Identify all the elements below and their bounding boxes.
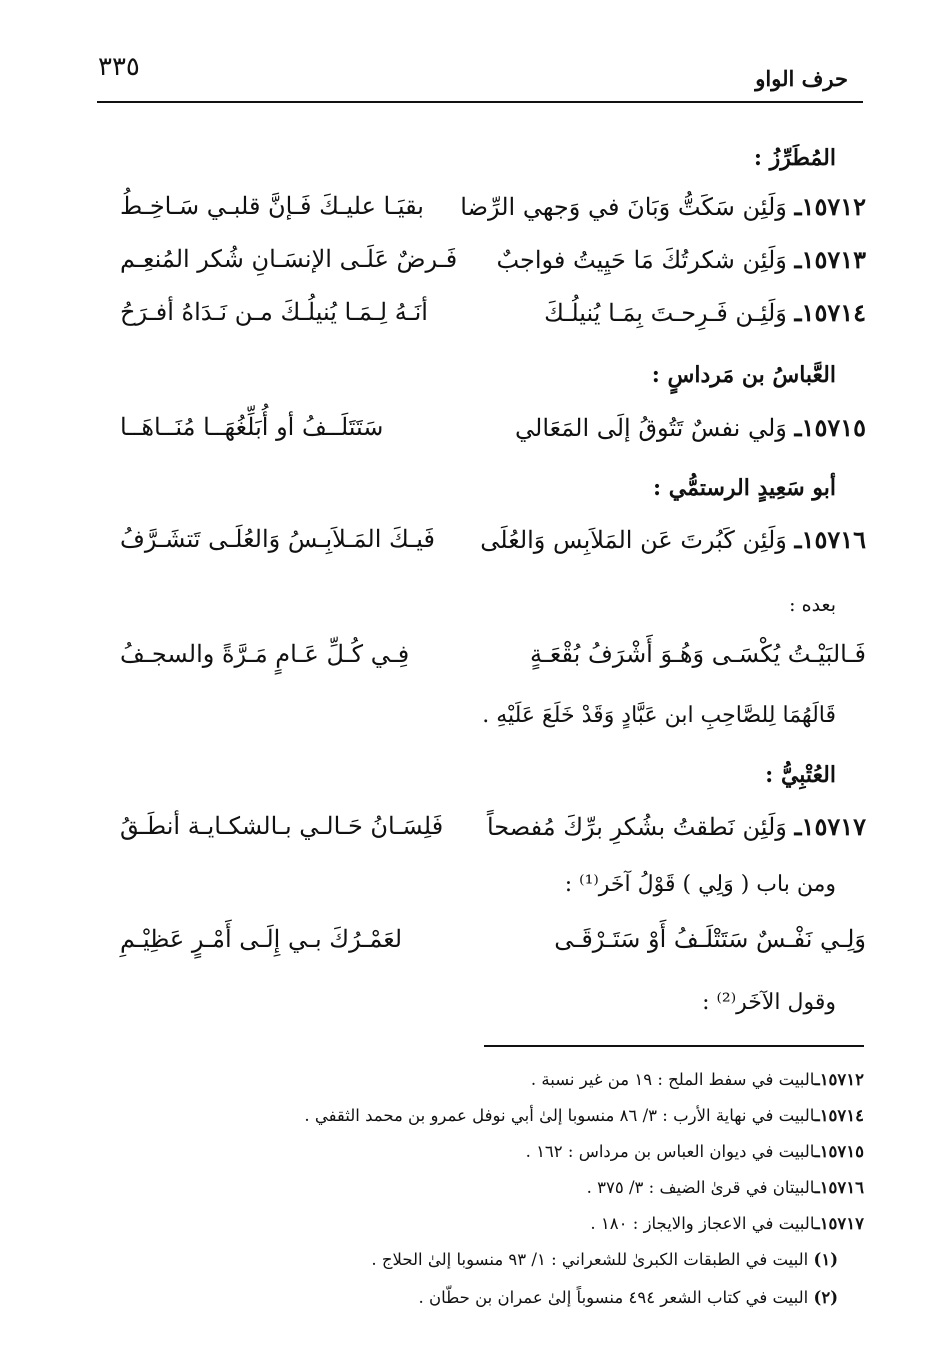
first-hemistich: ١٥٧١٢ـ وَلَئِن سَكَتُّ وَبَانَ في وَجهي الرِّضا <box>460 192 866 221</box>
verse-number: ١٥٧١٤ـ <box>794 298 866 327</box>
poet-name: المُطَرِّزُ : <box>753 145 836 171</box>
first-hemistich: ١٥٧١٦ـ وَلَئِن كَبُرتَ عَن المَلاَبِس وَالعُلَى <box>480 525 866 554</box>
second-hemistich: أنَـهُ لِـمَـا يُنيلُـكَ مـن نَـدَاهُ أفـرَحُ <box>120 298 428 326</box>
second-hemistich: سَتَتَلَــفُ أو أُبَلِّغُهَــا مُنَــاهَــا <box>120 413 384 441</box>
first-hemistich: ١٥٧١٥ـ وَلي نفسٌ تَتُوقُ إلَى المَعَالي <box>515 413 866 442</box>
verse-line <box>110 640 866 680</box>
first-hemistich: ١٥٧١٧ـ وَلَئِن نَطقتُ بشُكرِ برِّكَ مُفصحاً <box>486 812 866 841</box>
verse-line <box>110 812 866 852</box>
footnote: ١٥٧١٤ـالبيت في نهاية الأرب : ٣/ ٨٦ منسوبا إلىٰ أبي نوفل عمرو بن محمد الثقفي . <box>304 1106 864 1125</box>
poet-name: أبو سَعِيدٍ الرستمُّي : <box>652 475 836 501</box>
second-hemistich: بقيَـا عليـكَ فَـإنَّ قلبـي سَـاخِـطُ <box>120 192 424 220</box>
attribution-note: قَالَهُمَا لِلصَّاحِبِ ابن عَبَّادٍ وَقَدْ خَلَعَ عَلَيْهِ . <box>482 703 836 728</box>
poet-name: العَّباسُ بن مَرداسٍ : <box>651 362 836 388</box>
verse-line <box>110 298 866 338</box>
footnote: ١٥٧١٢ـالبيت في سفط الملح : ١٩ من غير نسبة . <box>530 1070 864 1089</box>
running-header-title: حرف الواو <box>755 66 848 91</box>
verse-line <box>110 925 866 965</box>
second-hemistich: فَلِسَـانُ حَـالـي بـالشكـايـة أنطَـقُ <box>120 812 444 840</box>
header-divider <box>97 101 863 103</box>
first-hemistich: ١٥٧١٣ـ وَلَئِن شكرتُكَ مَا حَيِيتُ فواجبٌ <box>496 245 866 274</box>
footnote: (١) البيت في الطبقات الكبرىٰ للشعراني : ١/ ٩٣ منسوبا إلىٰ الحلاج . <box>371 1250 838 1269</box>
first-hemistich: وَلِـي نَفْـسٌ سَتَتْلَـفُ أَوْ سَتَـرْقَـى <box>554 925 866 953</box>
verse-line <box>110 192 866 232</box>
verse-number: ١٥٧١٣ـ <box>794 245 866 274</box>
section-intro: ومن باب ( وَلِي ) قَوْلُ آخَر⁽¹⁾ : <box>564 872 836 897</box>
verse-line <box>110 245 866 285</box>
page-number: ٣٣٥ <box>98 52 140 82</box>
first-hemistich: فَـالبَيْـتُ يُكْسَـى وَهُـوَ أَشْرَفُ بُقْعَـةٍ <box>530 640 866 668</box>
second-hemistich: فَـرضٌ عَلَـى الإنسَـانِ شُكر المُنعِـم <box>120 245 458 273</box>
verse-line <box>110 525 866 565</box>
verse-number: ١٥٧١٧ـ <box>794 812 866 841</box>
verse-number: ١٥٧١٥ـ <box>794 413 866 442</box>
verse-number: ١٥٧١٢ـ <box>794 192 866 221</box>
second-hemistich: لعَمْـرُكَ بـي إِلَـى أَمْـرٍ عَظِيْـمِ <box>120 925 403 953</box>
footnote-divider <box>484 1045 864 1047</box>
first-hemistich: ١٥٧١٤ـ وَلَئِـن فَـرِحـتَ بِمَـا يُنيلُـكَ <box>544 298 866 327</box>
verse-number: ١٥٧١٦ـ <box>794 525 866 554</box>
footnote: ١٥٧١٥ـالبيت في ديوان العباس بن مرداس : ١٦٢ . <box>525 1142 864 1161</box>
footnote: ١٥٧١٦ـالبيتان في قرىٰ الضيف : ٣/ ٣٧٥ . <box>586 1178 864 1197</box>
footnote: ١٥٧١٧ـالبيت في الاعجاز والايجاز : ١٨٠ . <box>590 1214 864 1233</box>
second-hemistich: فَيـكَ المَـلاَبِـسُ وَالعُلَـى تَتشَـرَّفُ <box>120 525 435 553</box>
poet-name: العُتْبِيُّ : <box>765 762 836 788</box>
verse-line <box>110 413 866 453</box>
second-hemistich: فِـي كُـلِّ عَـامٍ مَـرَّةً والسجـفُ <box>120 640 410 668</box>
section-intro: وقول الآخَر⁽²⁾ : <box>702 990 836 1015</box>
after-label: بعده : <box>789 594 836 616</box>
footnote: (٢) البيت في كتاب الشعر ٤٩٤ منسوباً إلىٰ عمران بن حطّان . <box>418 1288 838 1307</box>
